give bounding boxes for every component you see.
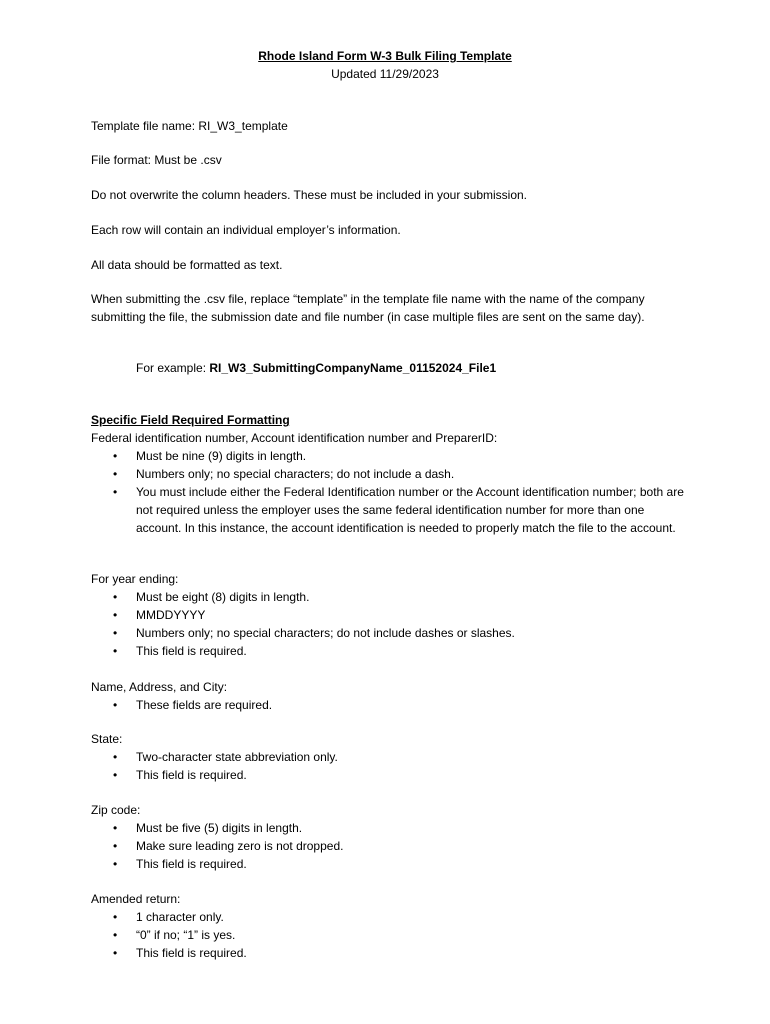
list-item (0, 642, 686, 660)
bullet-icon: • (113, 485, 118, 499)
bullet-list (0, 819, 770, 873)
bullet-icon: • (113, 698, 118, 712)
bullet-icon: • (113, 449, 118, 463)
template-file-name: Template file name: RI_W3_template (91, 119, 288, 133)
section-label: Name, Address, and City: (91, 680, 228, 694)
list-item-text: Make sure leading zero is not dropped. (136, 839, 344, 853)
section-label: State: (91, 732, 123, 746)
text-format-note: All data should be formatted as text. (91, 258, 283, 272)
list-item (0, 855, 686, 873)
bullet-list (0, 447, 770, 537)
bullet-icon: • (113, 750, 118, 764)
example-label: For example: (136, 361, 210, 375)
bullet-icon: • (113, 910, 118, 924)
bullet-list (0, 748, 770, 784)
bullet-icon: • (113, 644, 118, 658)
list-item-text: Two-character state abbreviation only. (136, 750, 338, 764)
section-label: Zip code: (91, 803, 141, 817)
list-item-text: These fields are required. (136, 698, 273, 712)
list-item-text: Numbers only; no special characters; do not include a dash. (136, 467, 455, 481)
section-label: Federal identification number, Account identification number and PreparerID: (91, 431, 498, 445)
bullet-icon: • (113, 590, 118, 604)
section-label: For year ending: (91, 572, 179, 586)
specific-formatting-heading: Specific Field Required Formatting (91, 413, 290, 427)
list-item (0, 748, 686, 766)
bullet-list (0, 908, 770, 962)
row-note: Each row will contain an individual employer’s information. (91, 223, 401, 237)
list-item-text: Must be five (5) digits in length. (136, 821, 303, 835)
list-item-text: Numbers only; no special characters; do not include dashes or slashes. (136, 626, 515, 640)
list-item-text: 1 character only. (136, 910, 224, 924)
list-item (0, 588, 686, 606)
bullet-icon: • (113, 821, 118, 835)
list-item-text: Must be nine (9) digits in length. (136, 449, 307, 463)
list-item (0, 944, 686, 962)
list-item (0, 908, 686, 926)
list-item (0, 837, 686, 855)
bullet-icon: • (113, 608, 118, 622)
list-item (0, 624, 686, 642)
list-item-text: You must include either the Federal Identification number or the Account identification number; both are not required unless the employer uses the same federal identification number for more than one account. In this instance, the account identification is needed to properly match the file to the account. (136, 485, 684, 535)
list-item-text: This field is required. (136, 644, 247, 658)
example-line (136, 359, 696, 377)
bullet-icon: • (113, 768, 118, 782)
bullet-list (0, 588, 770, 660)
list-item-text: This field is required. (136, 768, 247, 782)
bullet-icon: • (113, 467, 118, 481)
list-item-text: “0” if no; “1” is yes. (136, 928, 236, 942)
bullet-icon: • (113, 857, 118, 871)
submission-note: When submitting the .csv file, replace “template” in the template file name with the name of the company submitting the file, the submission date and file number (in case multiple files are sent on the same day). (91, 292, 645, 324)
example-file-name: RI_W3_SubmittingCompanyName_01152024_File1 (209, 361, 497, 375)
document-title: Rhode Island Form W-3 Bulk Filing Template (258, 49, 512, 63)
bullet-icon: • (113, 839, 118, 853)
bullet-list (0, 696, 770, 714)
bullet-icon: • (113, 626, 118, 640)
list-item-text: This field is required. (136, 946, 247, 960)
list-item (0, 465, 686, 483)
section-label: Amended return: (91, 892, 181, 906)
list-item (0, 447, 686, 465)
list-item (0, 483, 686, 537)
bullet-icon: • (113, 946, 118, 960)
list-item-text: Must be eight (8) digits in length. (136, 590, 310, 604)
bullet-icon: • (113, 928, 118, 942)
list-item-text: This field is required. (136, 857, 247, 871)
list-item (0, 926, 686, 944)
updated-date: Updated 11/29/2023 (331, 67, 439, 81)
list-item (0, 819, 686, 837)
file-format: File format: Must be .csv (91, 153, 222, 167)
list-item-text: MMDDYYYY (136, 608, 206, 622)
list-item (0, 696, 686, 714)
column-headers-note: Do not overwrite the column headers. These must be included in your submission. (91, 188, 528, 202)
list-item (0, 766, 686, 784)
list-item (0, 606, 686, 624)
